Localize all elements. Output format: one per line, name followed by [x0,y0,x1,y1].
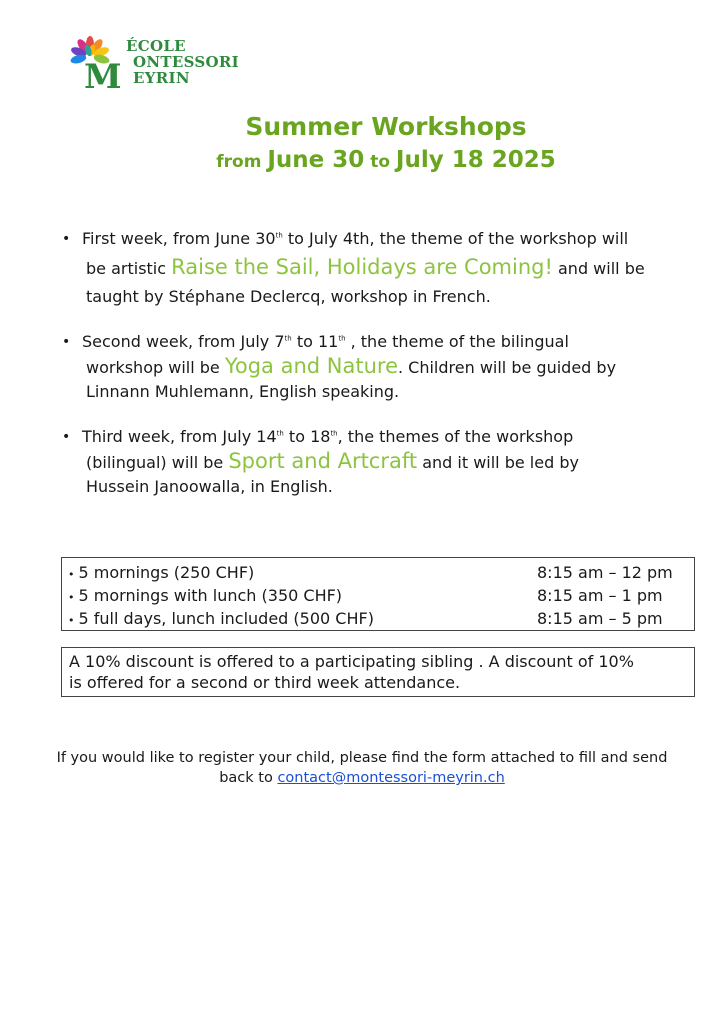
week-1-line-1: First week, from June 30th to July 4th, the theme of the workshop will [82,229,629,248]
page-subtitle [0,142,724,180]
week-item-3 [62,425,692,499]
school-logo [62,36,262,96]
week-3-line-3: Hussein Janoowalla, in English. [86,477,333,496]
week-item-1 [62,227,692,309]
price-time: 8:15 am – 12 pm [537,563,673,582]
bullet-icon: • [62,429,71,445]
week-2-line-2: workshop will be Yoga and Nature. Children will be guided by [86,354,617,378]
title-block [0,112,724,180]
logo-line-2: ONTESSORI [133,53,239,71]
week-item-2 [62,330,692,404]
subtitle-to: to [370,152,390,172]
bullet-icon: • [68,591,75,604]
price-box [61,557,695,631]
page-title: Summer Workshops [245,112,527,141]
price-row [68,561,688,584]
discount-line-1: A 10% discount is offered to a participating sibling . A discount of 10% [69,652,634,671]
price-row [68,584,688,607]
bullet-icon: • [62,334,71,350]
bullet-icon: • [68,568,75,581]
price-label: 5 mornings with lunch (350 CHF) [78,586,343,605]
week-2-line-3: Linnann Muhlemann, English speaking. [86,382,400,401]
logo-line-1: ÉCOLE [126,37,186,55]
logo-letter: M [84,57,122,92]
workshop-weeks-list [62,227,692,520]
week-3-line-1: Third week, from July 14th to 18th, the themes of the workshop [82,427,574,446]
price-row [68,607,688,630]
subtitle-end-date: July 18 2025 [395,147,556,173]
price-time: 8:15 am – 5 pm [537,609,663,628]
price-time: 8:15 am – 1 pm [537,586,663,605]
subtitle-from: from [216,152,262,172]
logo-wordmark [126,38,239,86]
registration-line-1: If you would like to register your child, please find the form attached to fill and send [56,750,668,766]
registration-note [20,748,704,788]
subtitle-start-date: June 30 [267,147,365,173]
logo-line-3: EYRIN [133,69,190,87]
flower-logo-icon [62,36,126,92]
bullet-icon: • [62,231,71,247]
week-2-line-1: Second week, from July 7th to 11th , the theme of the bilingual [82,332,569,351]
registration-line-2: back to contact@montessori-meyrin.ch [219,770,505,786]
discount-box [61,647,695,697]
contact-email-link[interactable]: contact@montessori-meyrin.ch [277,770,505,786]
week-3-line-2: (bilingual) will be Sport and Artcraft and it will be led by [86,449,579,473]
week-1-theme: Raise the Sail, Holidays are Coming! [171,255,553,279]
price-label: 5 full days, lunch included (500 CHF) [78,609,374,628]
bullet-icon: • [68,614,75,627]
week-1-line-3: taught by Stéphane Declercq, workshop in French. [86,287,491,306]
week-2-theme: Yoga and Nature [224,354,398,378]
week-1-line-2: be artistic Raise the Sail, Holidays are Coming! and will be [86,255,645,279]
discount-line-2: is offered for a second or third week attendance. [69,673,461,692]
week-3-theme: Sport and Artcraft [228,449,418,473]
price-label: 5 mornings (250 CHF) [78,563,255,582]
